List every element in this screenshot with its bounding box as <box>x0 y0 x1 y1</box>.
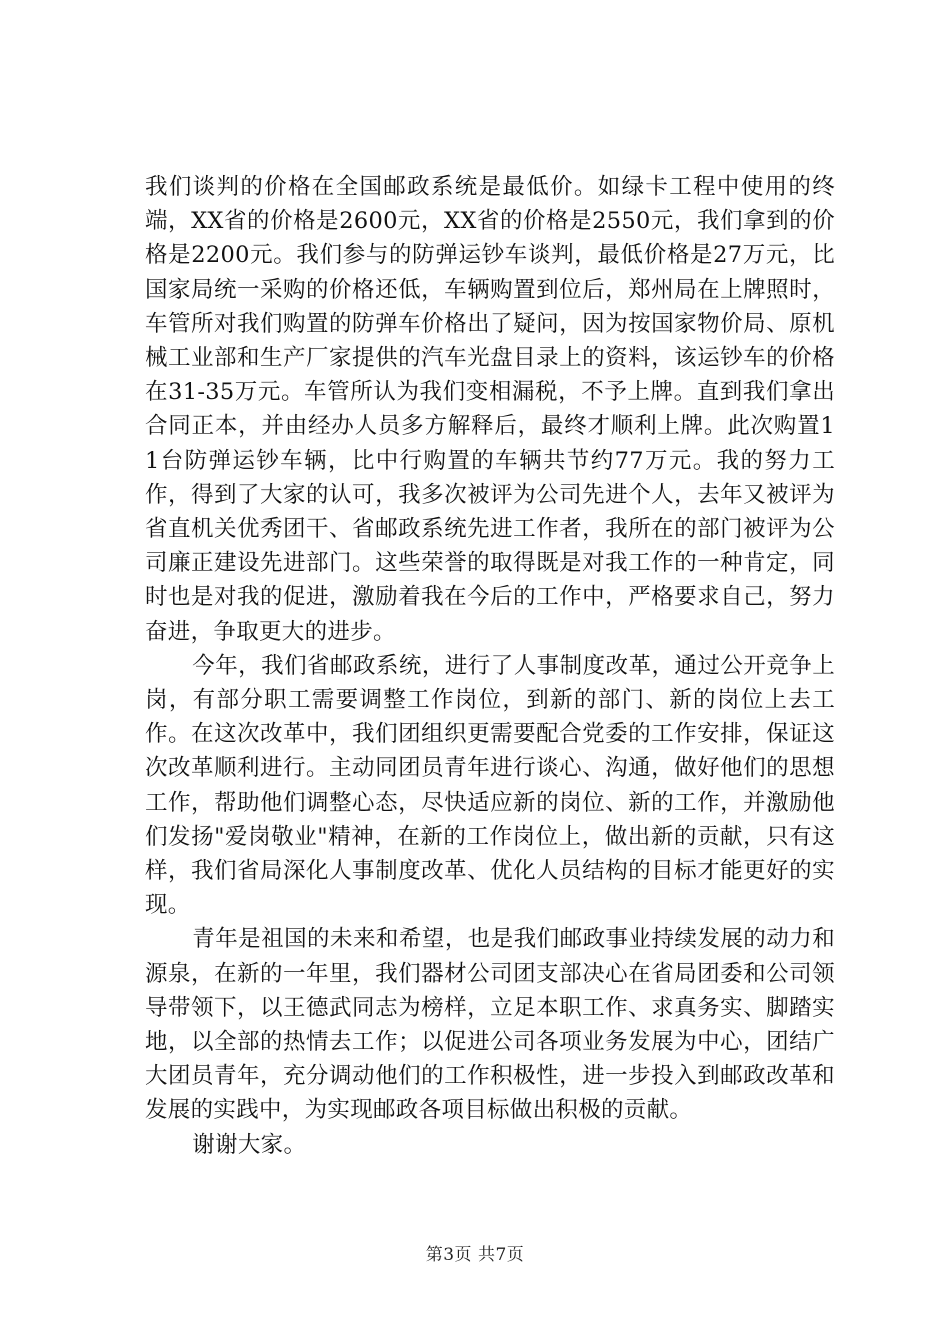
paragraph-procurement-savings: 我们谈判的价格在全国邮政系统是最低价。如绿卡工程中使用的终端，XX省的价格是2600元，XX省的价格是2550元，我们拿到的价格是2200元。我们参与的防弹运钞车谈判，最低价格是27万元，比国家局统一采购的价格还低，车辆购置到位后，郑州局在上牌照时，车管所对我们购置的防弹车价格出了疑问，因为按国家物价局、原机械工业部和生产厂家提供的汽车光盘目录上的资料，该运钞车的价格在31-35万元。车管所认为我们变相漏税，不予上牌。直到我们拿出合同正本，并由经办人员多方解释后，最终才顺利上牌。此次购置11台防弹运钞车辆，比中行购置的车辆共节约77万元。我的努力工作，得到了大家的认可，我多次被评为公司先进个人，去年又被评为省直机关优秀团干、省邮政系统先进工作者，我所在的部门被评为公司廉正建设先进部门。这些荣誉的取得既是对我工作的一种肯定，同时也是对我的促进，激励着我在今后的工作中，严格要求自己，努力奋进，争取更大的进步。 <box>145 174 835 645</box>
paragraph-thanks: 谢谢大家。 <box>192 1131 307 1158</box>
paragraph-personnel-reform: 今年，我们省邮政系统，进行了人事制度改革，通过公开竞争上岗，有部分职工需要调整工作岗位，到新的部门、新的岗位上去工作。在这次改革中，我们团组织更需要配合党委的工作安排，保证这次改革顺利进行。主动同团员青年进行谈心、沟通，做好他们的思想工作，帮助他们调整心态，尽快适应新的岗位、新的工作，并激励他们发扬"爱岗敬业"精神，在新的工作岗位上，做出新的贡献，只有这样，我们省局深化人事制度改革、优化人员结构的目标才能更好的实现。 <box>145 652 835 919</box>
page-number-footer: 第3页 共7页 <box>425 1245 525 1265</box>
paragraph-youth-outlook: 青年是祖国的未来和希望，也是我们邮政事业持续发展的动力和源泉，在新的一年里，我们器材公司团支部决心在省局团委和公司领导带领下，以王德武同志为榜样，立足本职工作、求真务实、脚踏实地，以全部的热情去工作；以促进公司各项业务发展为中心，团结广大团员青年，充分调动他们的工作积极性，进一步投入到邮政改革和发展的实践中，为实现邮政各项目标做出积极的贡献。 <box>145 926 835 1124</box>
document-body <box>145 170 835 1162</box>
